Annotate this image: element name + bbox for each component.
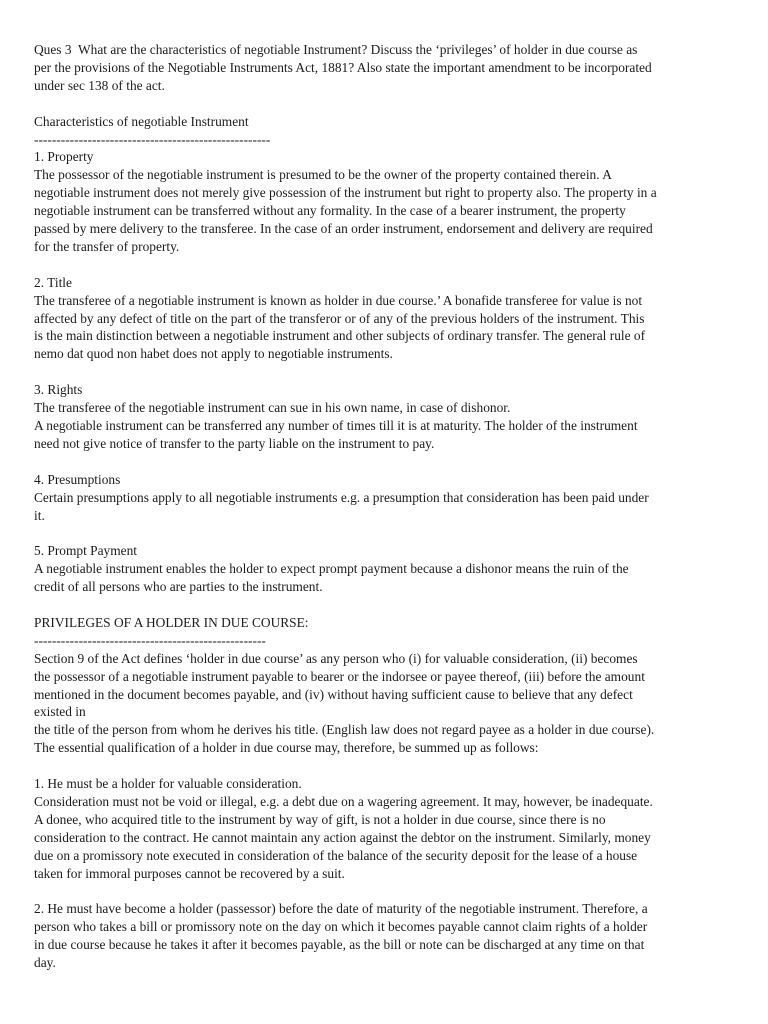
document-page bbox=[34, 41, 740, 972]
text-line: A donee, who acquired title to the instrument by way of gift, is not a holder in due course, since there is no bbox=[34, 811, 606, 827]
text-line: credit of all persons who are parties to the instrument. bbox=[34, 579, 323, 595]
text-line: existed in bbox=[34, 704, 86, 720]
text-line: under sec 138 of the act. bbox=[34, 77, 165, 93]
subheading-qualification-1: 1. He must be a holder for valuable consideration. bbox=[34, 776, 302, 792]
text-line: passed by mere delivery to the transferee. In the case of an order instrument, endorsement and delivery are required bbox=[34, 221, 653, 237]
text-line: The possessor of the negotiable instrument is presumed to be the owner of the property contained therein. A bbox=[34, 167, 612, 183]
title-section bbox=[34, 274, 740, 364]
question-paragraph bbox=[34, 41, 740, 95]
subheading-rights: 3. Rights bbox=[34, 382, 83, 398]
text-line: for the transfer of property. bbox=[34, 238, 180, 254]
text-line: day. bbox=[34, 955, 56, 971]
text-line: mentioned in the document becomes payable, and (iv) without having sufficient cause to believe that any defect bbox=[34, 686, 633, 702]
prompt-payment-section bbox=[34, 542, 740, 596]
text-line: Consideration must not be void or illegal, e.g. a debt due on a wagering agreement. It may, however, be inadequate. bbox=[34, 793, 653, 809]
privileges-section bbox=[34, 614, 740, 757]
text-line: per the provisions of the Negotiable Instruments Act, 1881? Also state the important amendment to be incorporated bbox=[34, 59, 652, 75]
subheading-property: 1. Property bbox=[34, 149, 94, 165]
text-line: negotiable instrument can be transferred without any formality. In the case of a bearer instrument, the property bbox=[34, 203, 626, 219]
presumptions-section bbox=[34, 471, 740, 525]
text-line: The transferee of a negotiable instrument is known as holder in due course.’ A bonafide transferee for value is not bbox=[34, 292, 643, 308]
text-line: consideration to the contract. He cannot maintain any action against the debtor on the instrument. Similarly, money bbox=[34, 829, 651, 845]
text-line: due on a promissory note executed in consideration of the balance of the security deposit for the lease of a house bbox=[34, 847, 638, 863]
subheading-prompt-payment: 5. Prompt Payment bbox=[34, 543, 138, 559]
text-line: need not give notice of transfer to the party liable on the instrument to pay. bbox=[34, 435, 435, 451]
heading-underline: ---------------------------------------------------- bbox=[34, 632, 266, 648]
text-line: Certain presumptions apply to all negotiable instruments e.g. a presumption that consideration has been paid under bbox=[34, 489, 649, 505]
rights-section bbox=[34, 381, 740, 453]
subheading-presumptions: 4. Presumptions bbox=[34, 471, 121, 487]
qualification-2 bbox=[34, 900, 740, 972]
text-line: The essential qualification of a holder in due course may, therefore, be summed up as follows: bbox=[34, 740, 539, 756]
text-line: affected by any defect of title on the part of the transferor or of any of the previous holders of the instrument. This bbox=[34, 310, 645, 326]
text-line: nemo dat quod non habet does not apply to negotiable instruments. bbox=[34, 346, 393, 362]
section-heading: Characteristics of negotiable Instrument bbox=[34, 113, 249, 129]
section-heading: PRIVILEGES OF A HOLDER IN DUE COURSE: bbox=[34, 614, 309, 630]
text-line: A negotiable instrument enables the holder to expect prompt payment because a dishonor means the ruin of the bbox=[34, 561, 629, 577]
text-line: Ques 3 What are the characteristics of negotiable Instrument? Discuss the ‘privileges’ of holder in due course as bbox=[34, 42, 638, 57]
subheading-title: 2. Title bbox=[34, 274, 72, 290]
text-line: the possessor of a negotiable instrument payable to bearer or the indorsee or payee thereof, (iii) before the amount bbox=[34, 668, 645, 684]
text-line: taken for immoral purposes cannot be recovered by a suit. bbox=[34, 865, 345, 881]
text-line: negotiable instrument does not merely give possession of the instrument but right to property also. The property in a bbox=[34, 185, 657, 201]
text-line: is the main distinction between a negotiable instrument and other subjects of ordinary transfer. The general rule of bbox=[34, 328, 646, 344]
text-line: 2. He must have become a holder (passessor) before the date of maturity of the negotiable instrument. Therefore, a bbox=[34, 901, 648, 917]
characteristics-section bbox=[34, 113, 740, 256]
text-line: Section 9 of the Act defines ‘holder in due course’ as any person who (i) for valuable consideration, (ii) becomes bbox=[34, 650, 638, 666]
text-line: in due course because he takes it after it becomes payable, as the bill or note can be discharged at any time on that bbox=[34, 937, 645, 953]
text-line: A negotiable instrument can be transferred any number of times till it is at maturity. The holder of the instrument bbox=[34, 417, 638, 433]
text-line: The transferee of the negotiable instrument can sue in his own name, in case of dishonor. bbox=[34, 400, 511, 416]
text-line: person who takes a bill or promissory note on the day on which it becomes payable cannot claim rights of a holder bbox=[34, 919, 648, 935]
text-line: it. bbox=[34, 507, 45, 523]
heading-underline: ----------------------------------------------------- bbox=[34, 131, 271, 147]
text-line: the title of the person from whom he derives his title. (English law does not regard payee as a holder in due course). bbox=[34, 722, 655, 738]
qualification-1 bbox=[34, 775, 740, 882]
